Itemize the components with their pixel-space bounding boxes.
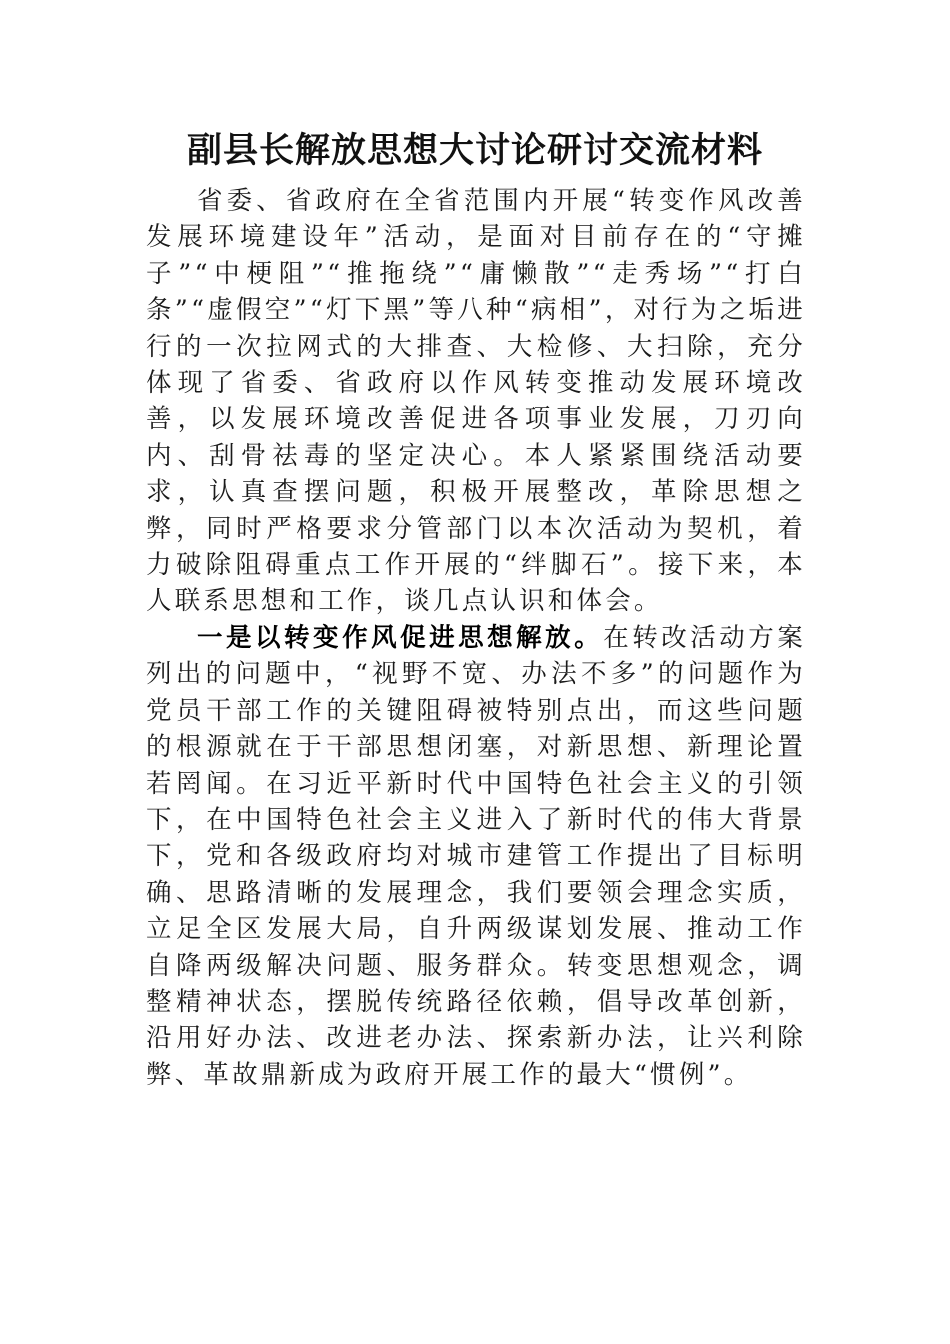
document-title: 副县长解放思想大讨论研讨交流材料 xyxy=(186,130,763,171)
document-body xyxy=(146,183,806,1093)
paragraph-2-text: 在转改活动方案列出的问题中，“视野不宽、办法不多”的问题作为党员干部工作的关键阻碍被特别点出，而这些问题的根源就在于干部思想闭塞，对新思想、新理论置若罔闻。在习近平新时代中国特色社会主义的引领下，在中国特色社会主义进入了新时代的伟大背景下，党和各级政府均对城市建管工作提出了目标明确、思路清晰的发展理念，我们要领会理念实质，立足全区发展大局，自升两级谋划发展、推动工作自降两级解决问题、服务群众。转变思想观念，调整精神状态，摆脱传统路径依赖，倡导改革创新，沿用好办法、改进老办法、探索新办法，让兴利除弊、革故鼎新成为政府开展工作的最大“惯例”。 xyxy=(146,622,806,1090)
paragraph-2 xyxy=(146,620,806,1093)
paragraph-1 xyxy=(146,183,806,620)
paragraph-2-lead: 一是以转变作风促进思想解放。 xyxy=(197,622,604,653)
paragraph-1-text: 省委、省政府在全省范围内开展“转变作风改善发展环境建设年”活动，是面对目前存在的“守摊子”“中梗阻”“推拖绕”“庸懒散”“走秀场”“打白条”“虚假空”“灯下黑”等八种“病相”，对行为之垢进行的一次拉网式的大排查、大检修、大扫除，充分体现了省委、省政府以作风转变推动发展环境改善，以发展环境改善促进各项事业发展，刀刃向内、刮骨祛毒的坚定决心。本人紧紧围绕活动要求，认真查摆问题，积极开展整改，革除思想之弊，同时严格要求分管部门以本次活动为契机，着力破除阻碍重点工作开展的“绊脚石”。接下来，本人联系思想和工作，谈几点认识和体会。 xyxy=(146,186,806,617)
